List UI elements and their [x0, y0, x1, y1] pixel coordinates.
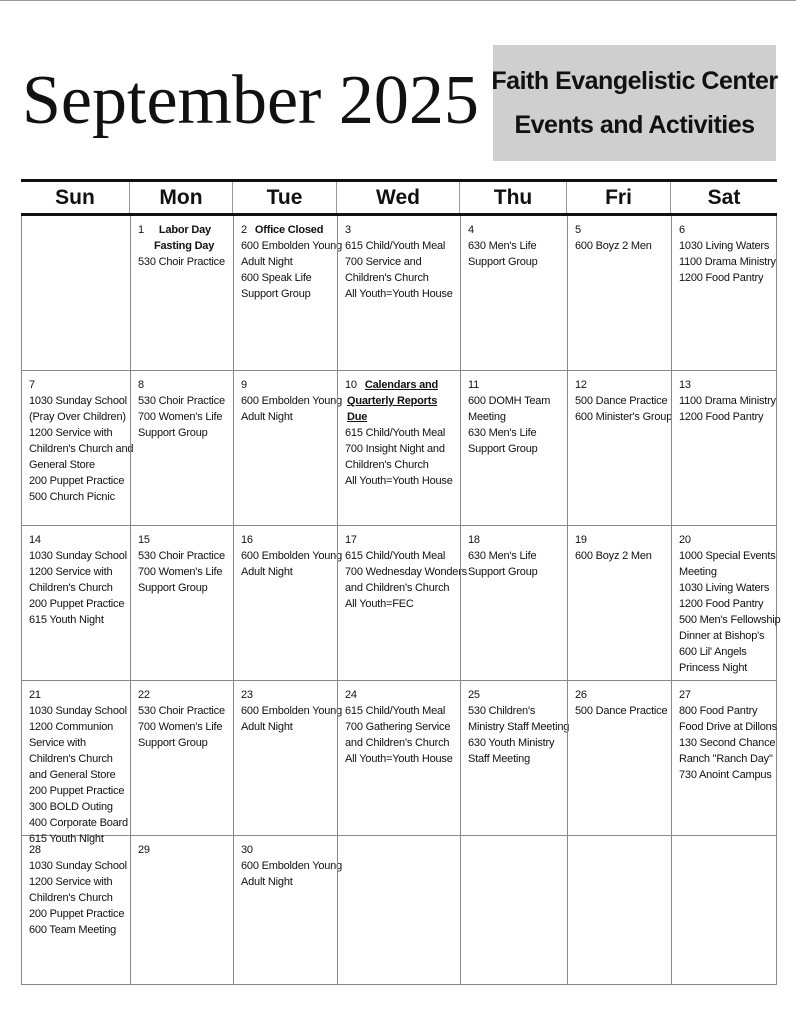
day-cell: [337, 836, 460, 984]
event-line: Princess Night: [679, 662, 748, 674]
day-number: 19: [575, 534, 587, 546]
event-line: (Pray Over Children): [29, 411, 126, 423]
day-cell: [567, 216, 671, 370]
day-cell: [130, 681, 233, 847]
day-number: 23: [241, 689, 253, 701]
day-cell: [460, 371, 567, 525]
event-line: Children's Church: [345, 459, 429, 471]
day-number: 22: [138, 689, 150, 701]
day-cell: [671, 836, 778, 984]
day-headline: Labor Day: [158, 224, 211, 236]
week-row: [22, 370, 776, 525]
event-line: Meeting: [679, 566, 717, 578]
event-line: and Children's Church: [345, 582, 450, 594]
event-line: 630 Men's Life: [468, 240, 537, 252]
event-line: 600 Boyz 2 Men: [575, 240, 652, 252]
event-line: Children's Church: [345, 272, 429, 284]
day-cell: [130, 371, 233, 525]
event-line: Support Group: [468, 566, 538, 578]
organization-name: Faith Evangelistic Center: [491, 67, 778, 95]
day-cell: [130, 526, 233, 680]
event-line: All Youth=Youth House: [345, 753, 453, 765]
day-number: 20: [679, 534, 691, 546]
day-headline-secondary: Fasting Day: [154, 240, 215, 252]
day-cell: [233, 526, 342, 680]
day-number: 30: [241, 844, 253, 856]
event-line: General Store: [29, 459, 95, 471]
event-line: 500 Church Picnic: [29, 491, 115, 503]
event-line: 200 Puppet Practice: [29, 785, 125, 797]
day-cell: [460, 216, 567, 370]
day-headline: Office Closed: [254, 224, 324, 236]
event-line: 1030 Sunday School: [29, 395, 127, 407]
event-line: All Youth=FEC: [345, 598, 414, 610]
event-line: Food Drive at Dillons: [679, 721, 777, 733]
event-line: 1100 Drama Ministry: [679, 395, 776, 407]
day-number: 17: [345, 534, 357, 546]
event-line: 600 Embolden Young: [241, 860, 342, 872]
day-cell: [337, 681, 460, 847]
day-cell: [233, 371, 342, 525]
event-line: 530 Choir Practice: [138, 395, 225, 407]
week-row: [22, 680, 777, 845]
weekday-mon: Mon: [129, 182, 232, 213]
event-line: Adult Night: [241, 721, 293, 733]
event-line: 700 Service and: [345, 256, 422, 268]
event-line: 500 Dance Practice: [575, 705, 668, 717]
event-line: 130 Second Chance: [679, 737, 776, 749]
day-cell: [671, 371, 778, 525]
weeks-container: [21, 216, 781, 985]
event-line: 615 Child/Youth Meal: [345, 240, 446, 252]
day-cell: [567, 836, 671, 984]
event-line: Adult Night: [241, 411, 293, 423]
event-line: Support Group: [468, 443, 538, 455]
event-line: 1200 Food Pantry: [679, 598, 764, 610]
event-line: 615 Child/Youth Meal: [345, 705, 446, 717]
day-cell: [671, 526, 781, 680]
day-number: 8: [138, 379, 144, 391]
day-number: 12: [575, 379, 587, 391]
event-line: 700 Wednesday Wonders: [345, 566, 467, 578]
day-number: 7: [29, 379, 35, 391]
event-line: Support Group: [138, 582, 208, 594]
day-cell: [233, 836, 342, 984]
week-row: [22, 835, 776, 984]
event-line: 1030 Sunday School: [29, 860, 127, 872]
day-cell: [22, 836, 130, 984]
calendar-grid: [21, 179, 781, 985]
event-line: 600 Embolden Young: [241, 395, 342, 407]
event-line: and General Store: [29, 769, 116, 781]
event-line: 1030 Sunday School: [29, 705, 127, 717]
event-line: 615 Child/Youth Meal: [345, 550, 446, 562]
day-cell: [22, 371, 134, 525]
event-line: Meeting: [468, 411, 506, 423]
event-line: 615 Child/Youth Meal: [345, 427, 446, 439]
day-number: 21: [29, 689, 41, 701]
event-line: Adult Night: [241, 876, 293, 888]
weekday-sat: Sat: [670, 182, 777, 213]
weekday-fri: Fri: [566, 182, 670, 213]
event-line: Adult Night: [241, 566, 293, 578]
event-line: 530 Choir Practice: [138, 256, 225, 268]
event-line: 600 Embolden Young: [241, 550, 342, 562]
weekday-sun: Sun: [55, 185, 95, 209]
event-line: 530 Children's: [468, 705, 536, 717]
day-number: 18: [468, 534, 480, 546]
day-number: 4: [468, 224, 474, 236]
day-cell: [671, 216, 778, 370]
day-number: 10: [345, 379, 357, 391]
day-cell: [567, 526, 671, 680]
event-line: 500 Dance Practice: [575, 395, 668, 407]
event-line: 700 Women's Life: [138, 721, 223, 733]
day-cell: [233, 681, 342, 847]
event-line: 630 Men's Life: [468, 427, 537, 439]
week-row: [22, 525, 781, 680]
event-line: 1030 Sunday School: [29, 550, 127, 562]
event-line: Support Group: [138, 427, 208, 439]
day-number: 27: [679, 689, 691, 701]
day-cell: [130, 836, 233, 984]
event-line: Children's Church: [29, 892, 113, 904]
weekday-wed: Wed: [336, 182, 459, 213]
day-number: 14: [29, 534, 41, 546]
day-cell: [460, 836, 567, 984]
day-number: 9: [241, 379, 247, 391]
day-cell: [22, 681, 130, 847]
day-number: 25: [468, 689, 480, 701]
event-line: 630 Youth Ministry: [468, 737, 555, 749]
event-line: 600 DOMH Team: [468, 395, 551, 407]
event-line: 600 Boyz 2 Men: [575, 550, 652, 562]
day-cell: [130, 216, 233, 370]
organization-subtitle: Events and Activities: [514, 111, 755, 139]
weekday-tue: Tue: [232, 182, 336, 213]
event-line: 600 Minister's Group: [575, 411, 673, 423]
page-title: September 2025: [22, 62, 479, 139]
event-line: 530 Choir Practice: [138, 705, 225, 717]
day-number: 5: [575, 224, 581, 236]
event-line: 1200 Service with: [29, 427, 113, 439]
event-line: 600 Speak Life: [241, 272, 312, 284]
event-line: Support Group: [241, 288, 311, 300]
day-cell: [337, 526, 467, 680]
event-line: 1200 Food Pantry: [679, 272, 764, 284]
day-number: 13: [679, 379, 691, 391]
event-line: 1200 Communion: [29, 721, 114, 733]
day-number: 11: [468, 379, 480, 391]
weekday-thu: Thu: [459, 182, 566, 213]
event-line: All Youth=Youth House: [345, 288, 453, 300]
event-line: 700 Insight Night and: [345, 443, 445, 455]
weekday-header-row: [21, 179, 777, 216]
day-number: 26: [575, 689, 587, 701]
event-line: Children's Church and: [29, 443, 134, 455]
day-headline-secondary: Quarterly Reports Due: [347, 395, 438, 423]
event-line: 1000 Special Events: [679, 550, 776, 562]
event-line: Ranch "Ranch Day": [679, 753, 773, 765]
event-line: 1200 Service with: [29, 566, 113, 578]
day-cell: [671, 681, 778, 847]
event-line: 200 Puppet Practice: [29, 598, 125, 610]
event-line: Dinner at Bishop's: [679, 630, 765, 642]
event-line: 630 Men's Life: [468, 550, 537, 562]
event-line: 700 Women's Life: [138, 566, 223, 578]
event-line: 400 Corporate Board: [29, 817, 128, 829]
event-line: Ministry Staff Meeting: [468, 721, 570, 733]
organization-banner: [493, 45, 776, 161]
event-line: 530 Choir Practice: [138, 550, 225, 562]
event-line: 600 Embolden Young: [241, 240, 342, 252]
event-line: Support Group: [468, 256, 538, 268]
event-line: Service with: [29, 737, 86, 749]
day-number: 2: [241, 224, 247, 236]
event-line: Staff Meeting: [468, 753, 531, 765]
day-cell: [233, 216, 342, 370]
day-cell: [460, 681, 570, 847]
event-line: 1200 Service with: [29, 876, 113, 888]
event-line: 500 Men's Fellowship: [679, 614, 781, 626]
day-number: 29: [138, 844, 150, 856]
event-line: 200 Puppet Practice: [29, 908, 125, 920]
day-number: 3: [345, 224, 351, 236]
day-cell: [22, 526, 130, 680]
event-line: 700 Women's Life: [138, 411, 223, 423]
day-cell: [567, 371, 671, 525]
day-cell: [337, 371, 460, 525]
day-headline: Calendars and: [364, 379, 439, 391]
week-row: [22, 216, 776, 370]
event-line: 1030 Living Waters: [679, 240, 770, 252]
event-line: 600 Team Meeting: [29, 924, 117, 936]
event-line: and Children's Church: [345, 737, 450, 749]
event-line: 1100 Drama Ministry: [679, 256, 776, 268]
day-number: 15: [138, 534, 150, 546]
event-line: Adult Night: [241, 256, 293, 268]
event-line: Children's Church: [29, 753, 113, 765]
event-line: 615 Youth Night: [29, 614, 104, 626]
event-line: 300 BOLD Outing: [29, 801, 113, 813]
event-line: Children's Church: [29, 582, 113, 594]
event-line: 600 Lil' Angels: [679, 646, 747, 658]
event-line: 1030 Living Waters: [679, 582, 770, 594]
day-cell: [460, 526, 567, 680]
day-number: 6: [679, 224, 685, 236]
day-number: 1: [138, 224, 144, 236]
day-cell: [22, 216, 130, 370]
event-line: 800 Food Pantry: [679, 705, 758, 717]
top-divider: [0, 0, 796, 1]
day-number: 16: [241, 534, 253, 546]
day-number: 28: [29, 844, 41, 856]
day-cell: [567, 681, 671, 847]
event-line: 615 Youth Night: [29, 833, 104, 845]
event-line: All Youth=Youth House: [345, 475, 453, 487]
day-number: 24: [345, 689, 357, 701]
event-line: Support Group: [138, 737, 208, 749]
event-line: 600 Embolden Young: [241, 705, 342, 717]
day-cell: [337, 216, 460, 370]
event-line: 1200 Food Pantry: [679, 411, 764, 423]
event-line: 730 Anoint Campus: [679, 769, 772, 781]
event-line: 200 Puppet Practice: [29, 475, 125, 487]
event-line: 700 Gathering Service: [345, 721, 451, 733]
